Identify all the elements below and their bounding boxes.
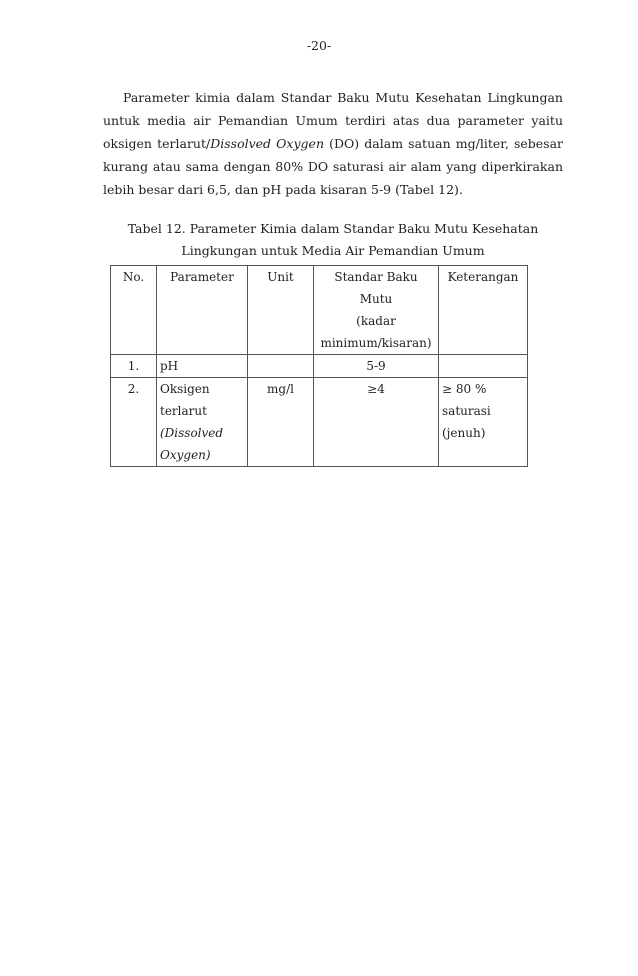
cell-parameter-line-italic: (Dissolved [160, 426, 224, 440]
table-header-row [111, 266, 528, 355]
cell-keterangan-line: ≥ 80 % [442, 382, 487, 396]
table-caption [103, 218, 563, 262]
cell-parameter-line: terlarut [160, 404, 207, 418]
parameter-table [110, 265, 528, 467]
cell-no: 2. [111, 378, 157, 467]
cell-unit: mg/l [248, 378, 314, 467]
cell-standar: ≥4 [314, 378, 439, 467]
cell-parameter [157, 378, 248, 467]
header-parameter: Parameter [157, 266, 248, 355]
header-keterangan: Keterangan [439, 266, 528, 355]
body-paragraph [103, 86, 563, 201]
header-no: No. [111, 266, 157, 355]
table-row [111, 378, 528, 467]
header-standar-line: Mutu [359, 292, 393, 306]
cell-keterangan-line: (jenuh) [442, 426, 486, 440]
paragraph-italic-term: Dissolved Oxygen [210, 136, 324, 151]
header-standar-line: minimum/kisaran) [320, 336, 432, 350]
cell-unit [248, 355, 314, 378]
cell-keterangan [439, 355, 528, 378]
cell-parameter-line: Oksigen [160, 382, 210, 396]
paragraph-text-1: Parameter kimia dalam Standar Baku Mutu Kesehatan Lingkungan untuk media air Pemandian Umum terdiri atas dua parameter yaitu oksigen terlarut/ [103, 90, 563, 151]
cell-parameter [157, 355, 248, 378]
header-standar-line: Standar Baku [334, 270, 418, 284]
caption-line-2: Lingkungan untuk Media Air Pemandian Umum [181, 243, 485, 258]
cell-standar: 5-9 [314, 355, 439, 378]
header-standar [314, 266, 439, 355]
cell-parameter-line: pH [160, 359, 179, 373]
header-unit: Unit [248, 266, 314, 355]
paragraph-text-2: (DO) dalam satuan mg/liter, sebesar kurang atau sama dengan 80% DO saturasi air alam yang diperkirakan lebih besar dari 6,5, dan pH pada kisaran 5-9 (Tabel 12). [103, 136, 564, 197]
cell-keterangan-line: saturasi [442, 404, 491, 418]
page-number: -20- [306, 38, 332, 53]
header-standar-line: (kadar [356, 314, 396, 328]
caption-line-1: Tabel 12. Parameter Kimia dalam Standar Baku Mutu Kesehatan [127, 221, 539, 236]
table-row [111, 355, 528, 378]
cell-parameter-line-italic: Oxygen) [160, 448, 211, 462]
cell-keterangan [439, 378, 528, 467]
cell-no: 1. [111, 355, 157, 378]
